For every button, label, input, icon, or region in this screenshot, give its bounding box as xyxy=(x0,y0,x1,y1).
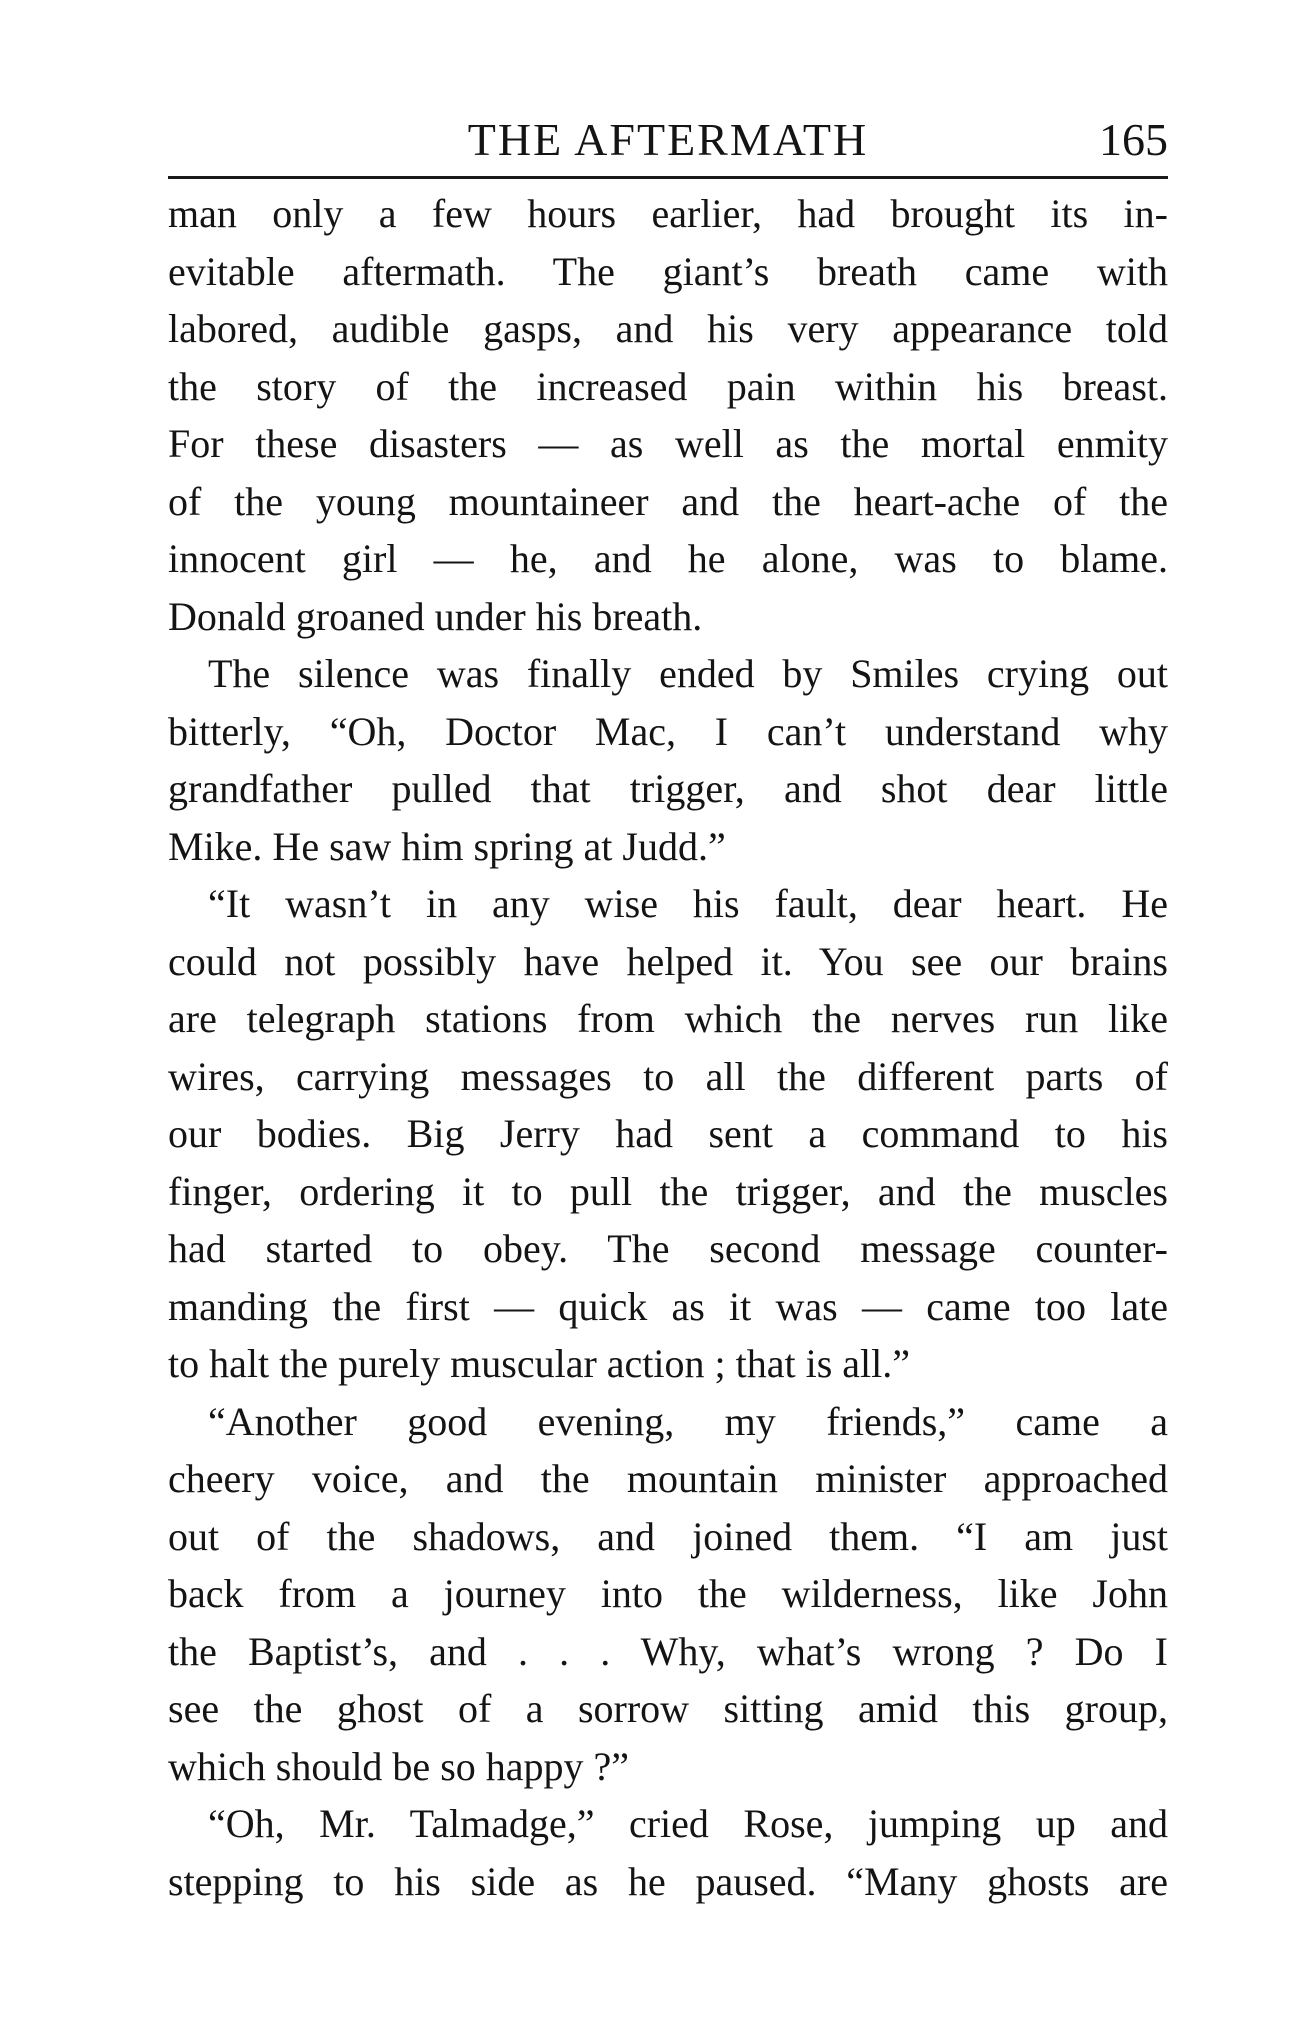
text-line: “It wasn’t in any wise his fault, dear heart. He xyxy=(208,881,1168,926)
paragraph-2 xyxy=(168,645,1168,875)
text-line: back from a journey into the wilderness, like John xyxy=(168,1571,1168,1616)
text-line: cheery voice, and the mountain minister approached xyxy=(168,1456,1168,1501)
text-line: are telegraph stations from which the nerves run like xyxy=(168,996,1168,1041)
book-page xyxy=(168,110,1168,1910)
paragraph-4 xyxy=(168,1393,1168,1796)
text-line: which should be so happy ?” xyxy=(168,1743,630,1789)
text-line: evitable aftermath. The giant’s breath came with xyxy=(168,248,1168,294)
running-title: THE AFTERMATH xyxy=(467,114,869,165)
text-line: man only a few hours earlier, had brought its in- xyxy=(168,191,1168,236)
text-line: “Oh, Mr. Talmadge,” cried Rose, jumping up and xyxy=(208,1801,1168,1846)
text-line: bitterly, “Oh, Doctor Mac, I can’t understand why xyxy=(168,708,1168,754)
text-line: our bodies. Big Jerry had sent a command to his xyxy=(168,1111,1168,1156)
text-line: of the young mountaineer and the heart-ache of the xyxy=(168,478,1168,524)
page-header xyxy=(168,110,1168,179)
text-line: labored, audible gasps, and his very appearance told xyxy=(168,306,1168,351)
text-line: finger, ordering it to pull the trigger, and the muscles xyxy=(168,1168,1168,1214)
text-line: stepping to his side as he paused. “Many ghosts are xyxy=(168,1858,1168,1904)
text-line: “Another good evening, my friends,” came a xyxy=(208,1398,1168,1444)
text-line: Donald groaned under his breath. xyxy=(168,593,703,639)
text-line: grandfather pulled that trigger, and shot dear little xyxy=(168,766,1168,811)
paragraph-1 xyxy=(168,185,1168,645)
text-line: manding the first — quick as it was — came too late xyxy=(168,1283,1168,1329)
text-line: out of the shadows, and joined them. “I am just xyxy=(168,1513,1168,1559)
text-line: see the ghost of a sorrow sitting amid this group, xyxy=(168,1686,1168,1731)
text-line: For these disasters — as well as the mortal enmity xyxy=(168,421,1168,466)
text-line: The silence was finally ended by Smiles crying out xyxy=(208,651,1168,696)
text-line: could not possibly have helped it. You see our brains xyxy=(168,938,1168,984)
text-line: Mike. He saw him spring at Judd.” xyxy=(168,823,726,869)
text-line: to halt the purely muscular action ; that is all.” xyxy=(168,1341,911,1386)
paragraph-3 xyxy=(168,875,1168,1393)
page-number: 165 xyxy=(1099,114,1168,165)
text-line: the Baptist’s, and . . . Why, what’s wrong ? Do I xyxy=(168,1628,1168,1674)
text-line: innocent girl — he, and he alone, was to blame. xyxy=(168,536,1168,581)
paragraph-5 xyxy=(168,1795,1168,1910)
text-line: had started to obey. The second message counter- xyxy=(168,1226,1168,1271)
body-text xyxy=(168,185,1168,1910)
text-line: wires, carrying messages to all the different parts of xyxy=(168,1053,1168,1099)
text-line: the story of the increased pain within his breast. xyxy=(168,363,1168,409)
